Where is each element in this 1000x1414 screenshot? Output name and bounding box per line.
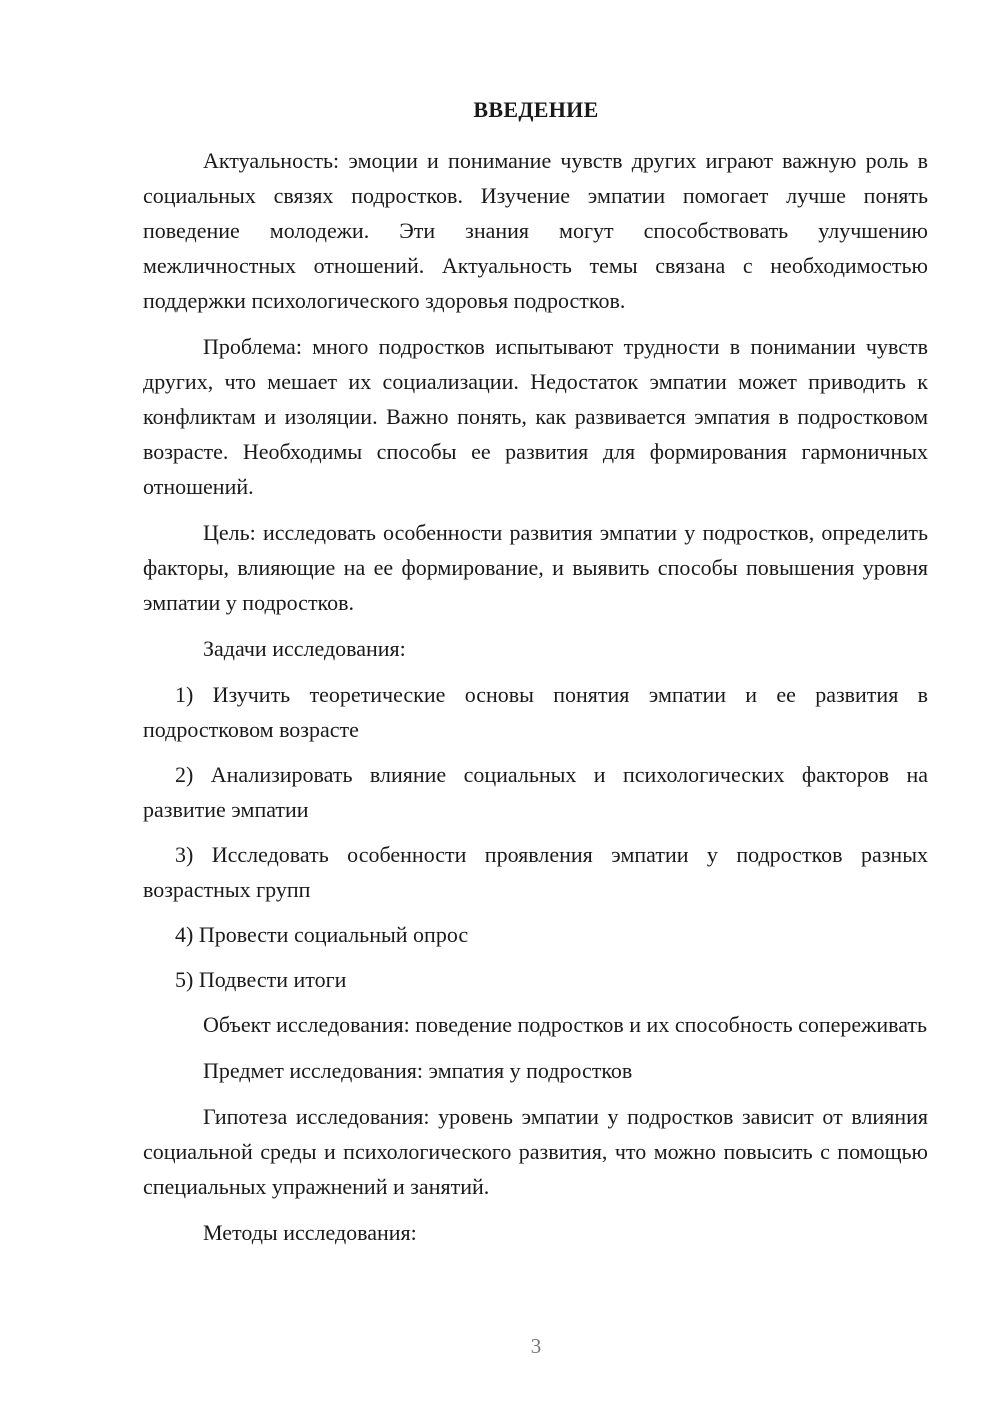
document-body [143,143,928,1261]
methods-heading: Методы исследования: [203,1220,417,1245]
relevance-paragraph: Актуальность: эмоции и понимание чувств других играют важную роль в социальных связях подростков. Изучение эмпатии помогает лучше понять поведение молодежи. Эти знания могут способствовать улучшению межличностных отношений. Актуальность темы связана с необходимостью поддержки психологического здоровья подростков. [143,148,928,313]
problem-paragraph: Проблема: много подростков испытывают трудности в понимании чувств других, что мешает их социализации. Недостаток эмпатии может приводить к конфликтам и изоляции. Важно понять, как развивается эмпатия в подростковом возрасте. Необходимы способы ее развития для формирования гармоничных отношений. [143,334,928,499]
tasks-heading: Задачи исследования: [203,636,406,661]
goal-paragraph: Цель: исследовать особенности развития эмпатии у подростков, определить факторы, влияющие на ее формирование, и выявить способы повышения уровня эмпатии у подростков. [143,520,928,615]
task-item-5: 5) Подвести итоги [175,967,347,992]
page-number: 3 [530,1334,542,1358]
object-paragraph: Объект исследования: поведение подростков и их способность сопереживать [203,1012,928,1037]
page-title: ВВЕДЕНИЕ [473,97,599,122]
task-item-2: 2) Анализировать влияние социальных и психологических факторов на развитие эмпатии [143,762,928,822]
task-item-3: 3) Исследовать особенности проявления эмпатии у подростков разных возрастных групп [143,842,928,902]
task-item-4: 4) Провести социальный опрос [175,922,469,947]
subject-paragraph: Предмет исследования: эмпатия у подростков [203,1058,633,1083]
hypothesis-paragraph: Гипотеза исследования: уровень эмпатии у подростков зависит от влияния социальной среды и психологического развития, что можно повысить с помощью специальных упражнений и занятий. [143,1104,928,1199]
task-item-1: 1) Изучить теоретические основы понятия эмпатии и ее развития в подростковом возрасте [143,682,928,742]
